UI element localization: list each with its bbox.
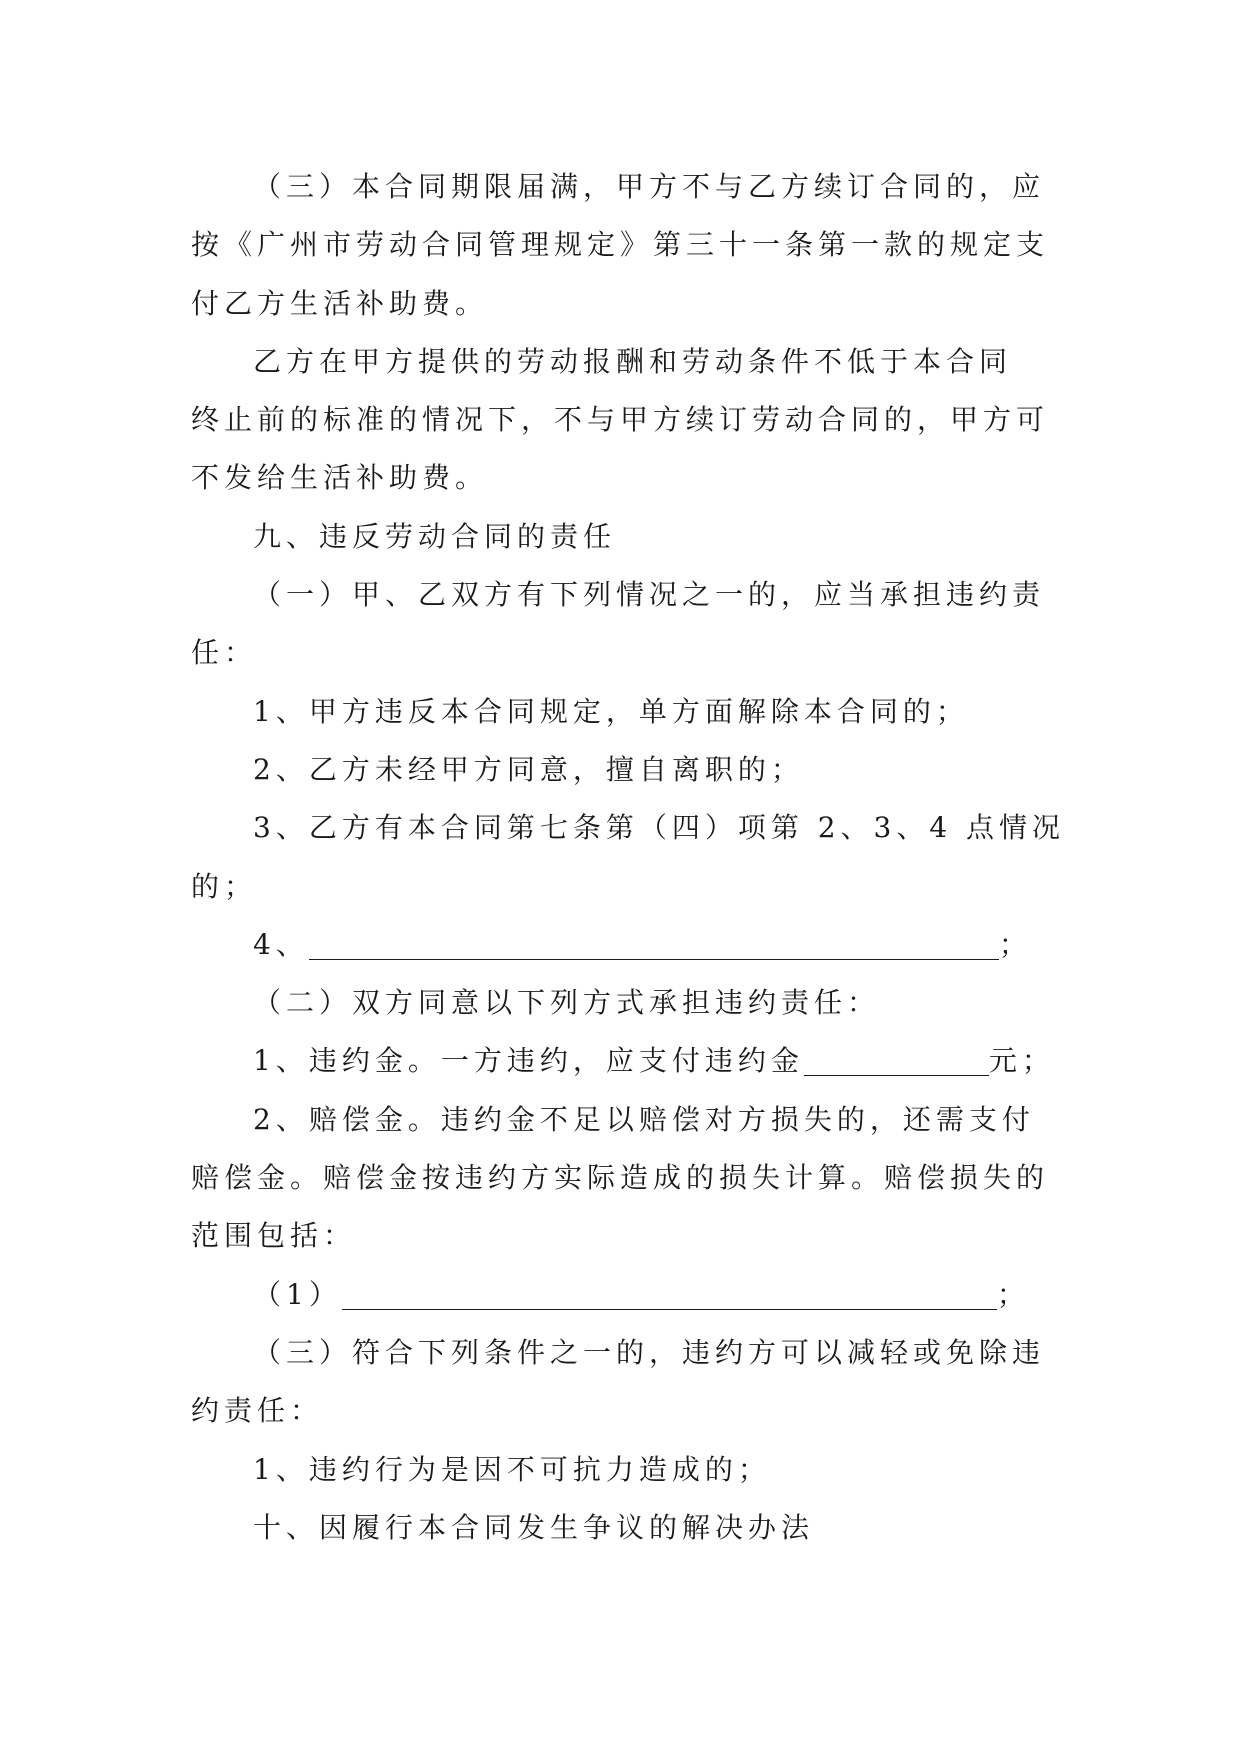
- list-item-force-majeure: [191, 1441, 1051, 1499]
- list-item-breach-1: [191, 683, 1051, 741]
- text-line: 2、乙方未经甲方同意，擅自离职的；: [253, 752, 804, 786]
- paragraph-breach-conditions: [191, 566, 1051, 683]
- paragraph-no-subsidy: [191, 333, 1051, 508]
- list-item-breach-4: [191, 916, 1051, 974]
- fill-in-blank[interactable]: [342, 1279, 997, 1310]
- text-line: 付乙方生活补助费。: [191, 286, 489, 320]
- text-line: （一）甲、乙双方有下列情况之一的，应当承担违约责: [253, 578, 1046, 612]
- text-line: 约责任：: [191, 1394, 324, 1428]
- item-suffix: 元；: [988, 1044, 1055, 1078]
- document-body: [191, 158, 1066, 1557]
- item-suffix: ；: [996, 1277, 1030, 1311]
- text-line: 2、赔偿金。违约金不足以赔偿对方损失的，还需支付: [253, 1102, 1035, 1136]
- text-line: 终止前的标准的情况下，不与甲方续订劳动合同的，甲方可: [191, 403, 1050, 437]
- penalty-amount-blank[interactable]: [804, 1045, 989, 1076]
- text-line: 范围包括：: [191, 1219, 357, 1253]
- item-suffix: ；: [998, 927, 1032, 961]
- list-item-breach-2: [191, 741, 1051, 799]
- paragraph-termination-subsidy: [191, 158, 1051, 333]
- paragraph-exemption: [191, 1324, 1051, 1441]
- text-line: 1、甲方违反本合同规定，单方面解除本合同的；: [253, 694, 969, 728]
- item-prefix: 4、: [253, 927, 309, 961]
- paragraph-compensation: [191, 1091, 1051, 1266]
- text-line: [191, 1266, 1051, 1324]
- list-item-scope-1: [191, 1266, 1051, 1324]
- text-line: 九、违反劳动合同的责任: [253, 519, 617, 553]
- text-line: （三）本合同期限届满，甲方不与乙方续订合同的，应: [253, 170, 1046, 203]
- text-line: 的；: [191, 869, 258, 903]
- text-line: 十、因履行本合同发生争议的解决办法: [253, 1510, 815, 1544]
- text-line: 赔偿金。赔偿金按违约方实际造成的损失计算。赔偿损失的: [191, 1161, 1050, 1195]
- text-line: 按《广州市劳动合同管理规定》第三十一条第一款的规定支: [191, 228, 1050, 262]
- text-line: （二）双方同意以下列方式承担违约责任：: [253, 986, 881, 1020]
- text-line: 乙方在甲方提供的劳动报酬和劳动条件不低于本合同: [253, 344, 1013, 378]
- text-line: （三）符合下列条件之一的，违约方可以减轻或免除违: [253, 1335, 1046, 1369]
- list-item-penalty: [191, 1032, 1055, 1090]
- section-heading-nine: [191, 508, 1051, 566]
- paragraph-liability-methods: [191, 974, 1051, 1032]
- text-line: 1、违约行为是因不可抗力造成的；: [253, 1452, 771, 1486]
- text-line: [191, 916, 1051, 974]
- item-prefix: （1）: [253, 1277, 342, 1311]
- text-line: 任：: [191, 636, 258, 670]
- list-item-breach-3: [191, 799, 1066, 916]
- section-heading-ten: [191, 1499, 1051, 1557]
- item-prefix: 1、违约金。一方违约，应支付违约金: [253, 1044, 804, 1078]
- text-line: [191, 1032, 1055, 1090]
- text-line: 3、乙方有本合同第七条第（四）项第 2、3、4 点情况: [253, 811, 1066, 845]
- text-line: 不发给生活补助费。: [191, 461, 489, 495]
- fill-in-blank[interactable]: [309, 929, 999, 960]
